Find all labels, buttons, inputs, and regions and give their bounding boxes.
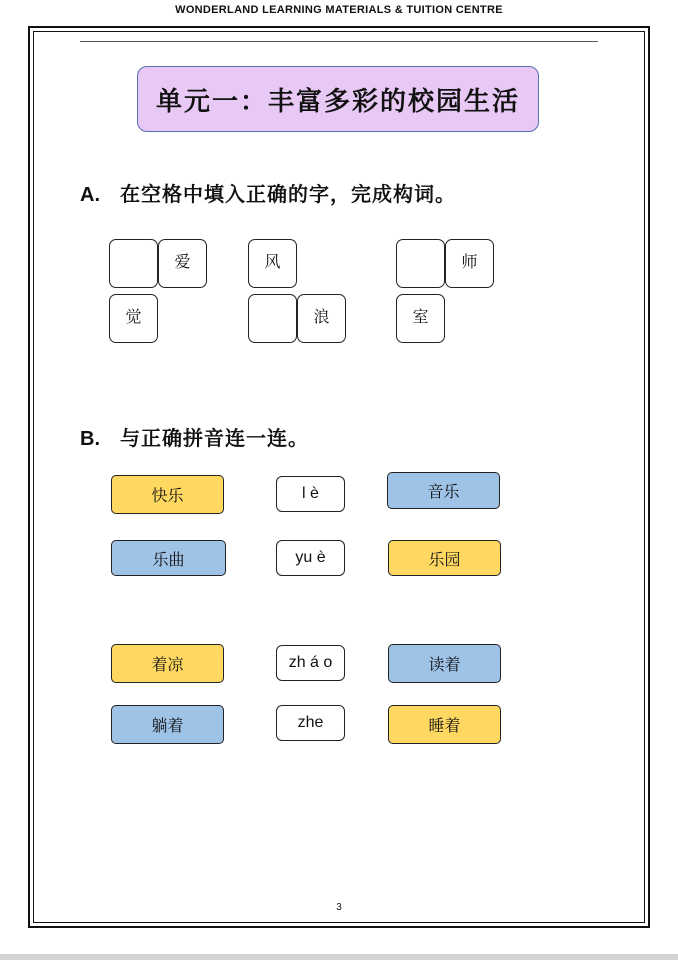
answer-cell[interactable]: [109, 239, 158, 288]
character-cell: 师: [445, 239, 494, 288]
page-number: 3: [336, 902, 342, 913]
word-card-left[interactable]: 着凉: [111, 644, 224, 683]
unit-title: 单元一：丰富多彩的校园生活: [137, 66, 539, 132]
pinyin-card[interactable]: zh á o: [276, 645, 345, 681]
pinyin-card[interactable]: zhe: [276, 705, 345, 741]
answer-cell[interactable]: [396, 239, 445, 288]
word-card-right[interactable]: 音乐: [387, 472, 500, 509]
pinyin-card[interactable]: l è: [276, 476, 345, 512]
character-cell: 风: [248, 239, 297, 288]
section-b-heading: [80, 422, 309, 451]
word-card-right[interactable]: 乐园: [388, 540, 501, 576]
character-cell: 爱: [158, 239, 207, 288]
pinyin-card[interactable]: yu è: [276, 540, 345, 576]
section-a-letter: A.: [80, 184, 100, 206]
section-b-instruction: 与正确拼音连一连。: [120, 426, 309, 450]
centre-header: WONDERLAND LEARNING MATERIALS & TUITION CENTRE: [175, 4, 503, 16]
character-cell: 浪: [297, 294, 346, 343]
bottom-strip: [0, 954, 678, 960]
word-card-left[interactable]: 快乐: [111, 475, 224, 514]
section-b-letter: B.: [80, 428, 100, 450]
word-card-right[interactable]: 读着: [388, 644, 501, 683]
section-a-instruction: 在空格中填入正确的字，完成构词。: [120, 182, 456, 206]
header-rule: [80, 41, 598, 42]
word-card-left[interactable]: 乐曲: [111, 540, 226, 576]
word-card-right[interactable]: 睡着: [388, 705, 501, 744]
word-card-left[interactable]: 躺着: [111, 705, 224, 744]
character-cell: 室: [396, 294, 445, 343]
section-a-heading: [80, 178, 456, 207]
answer-cell[interactable]: [248, 294, 297, 343]
character-cell: 觉: [109, 294, 158, 343]
